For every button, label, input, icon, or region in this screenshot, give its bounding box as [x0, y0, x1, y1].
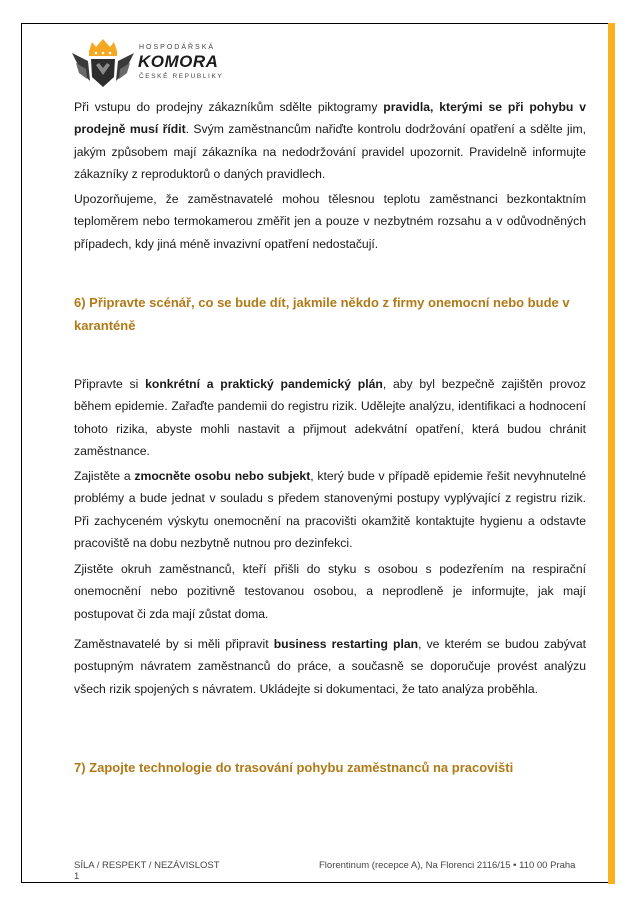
heading-section-6: 6) Připravte scénář, co se bude dít, jakmile někdo z firmy onemocní nebo bude v karanténě	[74, 295, 570, 333]
emphasis: business restarting plan	[273, 637, 419, 651]
heading-section-7: 7) Zapojte technologie do trasování pohybu zaměstnanců na pracovišti	[74, 760, 514, 775]
logo-line-2: KOMORA	[138, 52, 219, 71]
logo-line-3: ČESKÉ REPUBLIKY	[139, 73, 224, 80]
emphasis: konkrétní a praktický pandemický plán	[145, 377, 383, 391]
page-number: 1	[74, 871, 80, 882]
paragraph-customer-rules: Při vstupu do prodejny zákazníkům sdělte piktogramy pravidla, kterými se při pohybu v prodejně musí řídit. Svým zaměstnancům nařiďte kontrolu dodržování opatření a sdělte jim, jakým způsobem mají zákazníka na nedodržování pravidel upozornit. Pravidelně informujte zákazníky z reproduktorů o daných pravidlech.	[74, 100, 586, 181]
accent-bar	[608, 23, 615, 884]
paragraph-restarting-plan: Zaměstnavatelé by si měli připravit business restarting plan, ve kterém se budou zabývat postupným návratem zaměstnanců do práce, a současně se doporučuje provést analýzu všech rizik spojených s návratem. Ukládejte si dokumentaci, že tato analýza proběhla.	[74, 637, 586, 696]
footer-address: Florentinum (recepce A), Na Florenci 2116/15 • 110 00 Praha	[319, 860, 576, 871]
emphasis: pravidla, kterými se při pohybu v prodejně musí řídit	[74, 100, 586, 137]
paragraph-pandemic-plan: Připravte si konkrétní a praktický pandemický plán, aby byl bezpečně zajištěn provoz během epidemie. Zařaďte pandemii do registru rizik. Udělejte analýzu, identifikaci a hodnocení tohoto rizika, abyste mohli nastavit a přijmout adekvátní opatření, která budou chránit zaměstnance.	[74, 377, 587, 458]
paragraph-temperature: Upozorňujeme, že zaměstnavatelé mohou tělesnou teplotu zaměstnanci bezkontaktním teploměrem nebo termokamerou změřit jen a pouze v nezbytném rozsahu a v odůvodněných případech, kdy jiná méně invazivní opatření nedostačují.	[74, 192, 586, 251]
paragraph-responsible-person: Zajistěte a zmocněte osobu nebo subjekt, který bude v případě epidemie řešit nevyhnutelné problémy a bude jednat v souladu s předem stanovenými postupy vyplývající z registru rizik. Při zachyceném výskytu onemocnění na pracovišti okamžitě kontaktujte hygienu a odstavte pracoviště na dobu nezbytně nutnou pro dezinfekci.	[74, 469, 586, 550]
footer-motto: SÍLA / RESPEKT / NEZÁVISLOST	[74, 860, 220, 871]
logo-line-1: HOSPODÁŘSKÁ	[139, 44, 216, 51]
footer-left	[74, 860, 220, 882]
winged-crown-emblem-icon	[70, 37, 136, 89]
paragraph-contacts: Zjistěte okruh zaměstnanců, kteří přišli do styku s osobou s podezřením na respirační onemocnění nebo pozitivně testovanou osobou, a neprodleně je informujte, jak mají postupovat či zda mají zůstat doma.	[74, 562, 586, 621]
logo	[70, 37, 250, 89]
emphasis: zmocněte osobu nebo subjekt	[134, 469, 311, 483]
